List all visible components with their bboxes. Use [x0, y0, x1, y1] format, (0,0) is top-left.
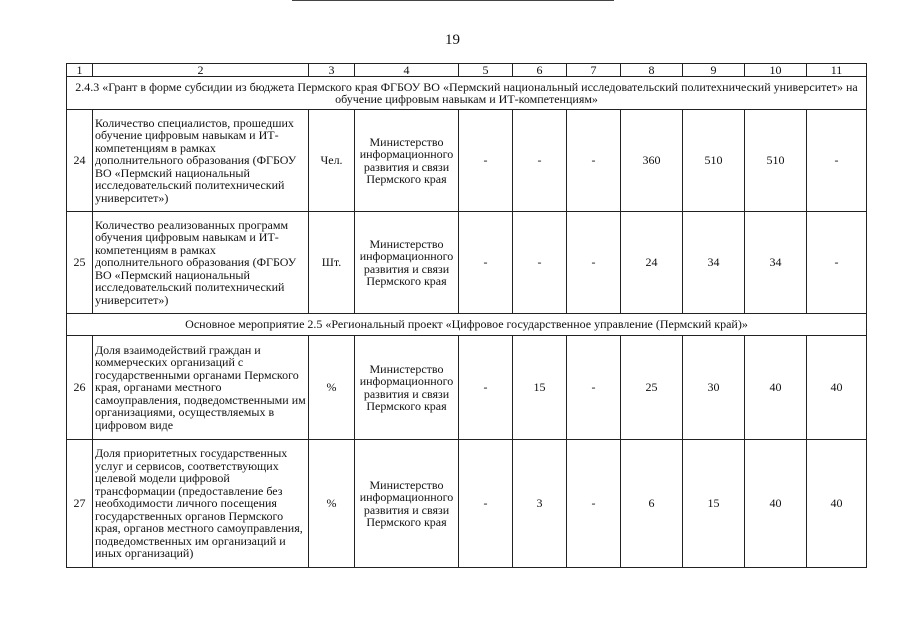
column-number-row	[67, 64, 867, 77]
value-cell: 30	[683, 336, 745, 440]
row-number: 26	[67, 336, 93, 440]
col-number: 10	[745, 64, 807, 77]
table-row	[67, 110, 867, 212]
indicator-description: Доля приоритетных государственных услуг и сервисов, соответствующих целевой модели цифровой трансформации (предоставление без необходимости личного посещения государственных органов Пермского края, органов местного самоуправления, подведомственных им организаций и иных организаций)	[93, 440, 309, 568]
indicator-description: Количество специалистов, прошедших обучение цифровым навыкам и ИТ-компетенциям в рамках дополнительного образования (ФГБОУ ВО «Пермский национальный исследовательский политехнический университет»)	[93, 110, 309, 212]
col-number: 4	[355, 64, 459, 77]
value-cell: 25	[621, 336, 683, 440]
row-number: 25	[67, 212, 93, 314]
value-cell: -	[807, 110, 867, 212]
row-number: 24	[67, 110, 93, 212]
indicators-table	[66, 63, 867, 568]
col-number: 2	[93, 64, 309, 77]
section-title: Основное мероприятие 2.5 «Региональный проект «Цифровое государственное управление (Пермский край)»	[67, 314, 867, 336]
value-cell: 34	[745, 212, 807, 314]
value-cell: -	[459, 110, 513, 212]
value-cell: -	[567, 110, 621, 212]
value-cell: 40	[745, 336, 807, 440]
value-cell: 510	[745, 110, 807, 212]
value-cell: -	[459, 336, 513, 440]
unit-cell: %	[309, 336, 355, 440]
organization-cell: Министерство информационного развития и связи Пермского края	[355, 440, 459, 568]
value-cell: -	[567, 336, 621, 440]
organization-cell: Министерство информационного развития и связи Пермского края	[355, 110, 459, 212]
page-number: 19	[445, 32, 460, 48]
row-number: 27	[67, 440, 93, 568]
section-row	[67, 77, 867, 110]
value-cell: 40	[807, 336, 867, 440]
col-number: 1	[67, 64, 93, 77]
value-cell: 360	[621, 110, 683, 212]
table-row	[67, 212, 867, 314]
organization-cell: Министерство информационного развития и связи Пермского края	[355, 212, 459, 314]
unit-cell: Шт.	[309, 212, 355, 314]
value-cell: 24	[621, 212, 683, 314]
indicator-description: Доля взаимодействий граждан и коммерческих организаций с государственными органами Пермского края, органами местного самоуправления, подведомственными им организациями, осуществляемых в цифровом виде	[93, 336, 309, 440]
value-cell: -	[459, 440, 513, 568]
section-row	[67, 314, 867, 336]
indicator-description: Количество реализованных программ обучения цифровым навыкам и ИТ-компетенциям в рамках дополнительного образования (ФГБОУ ВО «Пермский национальный исследовательский политехнический университет»)	[93, 212, 309, 314]
value-cell: 15	[513, 336, 567, 440]
col-number: 7	[567, 64, 621, 77]
unit-cell: Чел.	[309, 110, 355, 212]
value-cell: 6	[621, 440, 683, 568]
unit-cell: %	[309, 440, 355, 568]
col-number: 8	[621, 64, 683, 77]
value-cell: -	[459, 212, 513, 314]
col-number: 5	[459, 64, 513, 77]
col-number: 6	[513, 64, 567, 77]
value-cell: -	[513, 212, 567, 314]
value-cell: 40	[807, 440, 867, 568]
value-cell: 40	[745, 440, 807, 568]
value-cell: 510	[683, 110, 745, 212]
value-cell: -	[567, 440, 621, 568]
col-number: 9	[683, 64, 745, 77]
top-rule	[292, 0, 614, 1]
value-cell: 34	[683, 212, 745, 314]
table-row	[67, 440, 867, 568]
value-cell: 3	[513, 440, 567, 568]
organization-cell: Министерство информационного развития и связи Пермского края	[355, 336, 459, 440]
col-number: 3	[309, 64, 355, 77]
section-title: 2.4.3 «Грант в форме субсидии из бюджета Пермского края ФГБОУ ВО «Пермский национальный исследовательский политехнический университет» на обучение цифровым навыкам и ИТ-компетенциям»	[67, 77, 867, 110]
value-cell: -	[807, 212, 867, 314]
col-number: 11	[807, 64, 867, 77]
value-cell: -	[567, 212, 621, 314]
value-cell: -	[513, 110, 567, 212]
value-cell: 15	[683, 440, 745, 568]
table-row	[67, 336, 867, 440]
